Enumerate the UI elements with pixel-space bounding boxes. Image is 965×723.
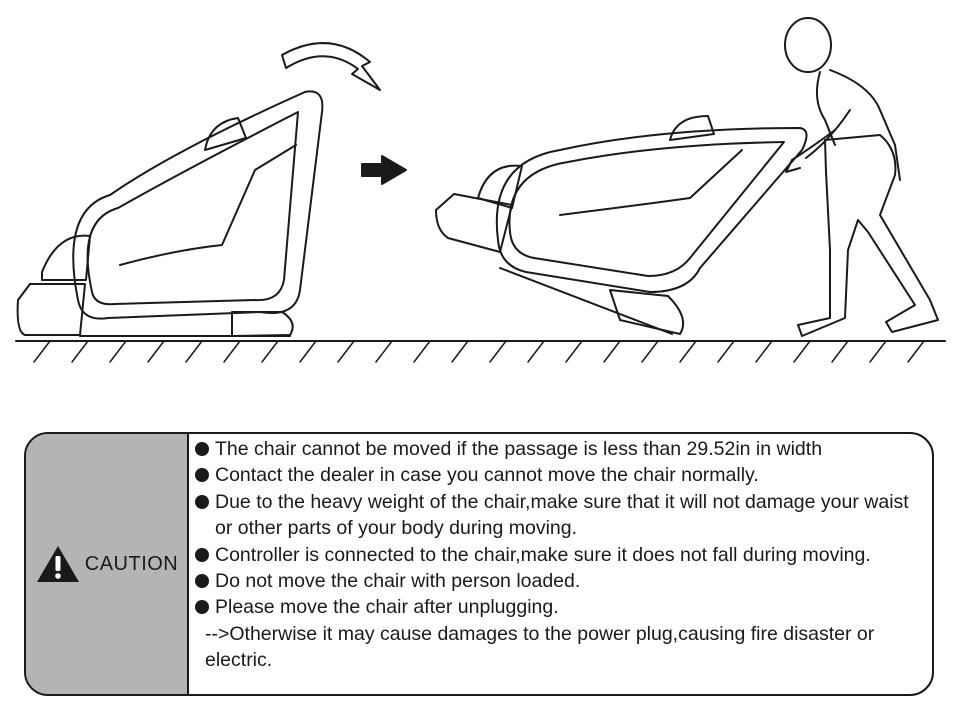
bullet-icon xyxy=(195,574,209,588)
bullet-icon xyxy=(195,495,209,509)
note-item xyxy=(195,489,924,542)
chair-tilted xyxy=(436,116,807,334)
chair-upright xyxy=(18,91,323,336)
bullet-icon xyxy=(195,600,209,614)
note-item xyxy=(195,568,924,594)
person-pushing xyxy=(785,18,938,336)
bullet-icon xyxy=(195,548,209,562)
note-text: Due to the heavy weight of the chair,make sure that it will not damage your waist or other parts of your body during moving. xyxy=(215,490,909,540)
note-item xyxy=(195,436,924,462)
note-text: Controller is connected to the chair,make sure it does not fall during moving. xyxy=(215,543,871,566)
caution-box xyxy=(24,432,934,696)
bullet-icon xyxy=(195,442,209,456)
note-text: Do not move the chair with person loaded. xyxy=(215,570,581,593)
bullet-icon xyxy=(195,468,209,482)
note-item xyxy=(195,594,924,620)
note-text: Please move the chair after unplugging. xyxy=(215,596,559,619)
warning-triangle-icon xyxy=(35,544,81,584)
note-item xyxy=(195,462,924,488)
move-arrow xyxy=(362,156,406,184)
ground-hatching xyxy=(34,341,924,362)
caution-notes xyxy=(189,434,932,694)
note-text: The chair cannot be moved if the passage is less than 29.52in in width xyxy=(215,438,823,460)
extra-note: -->Otherwise it may cause damages to the power plug,causing fire disaster or electric. xyxy=(205,622,875,672)
caution-label-panel xyxy=(26,434,189,694)
note-text: Contact the dealer in case you cannot move the chair normally. xyxy=(215,464,759,487)
tilt-arrow xyxy=(282,43,380,90)
caution-label: CAUTION xyxy=(84,552,179,575)
note-item xyxy=(195,542,924,568)
